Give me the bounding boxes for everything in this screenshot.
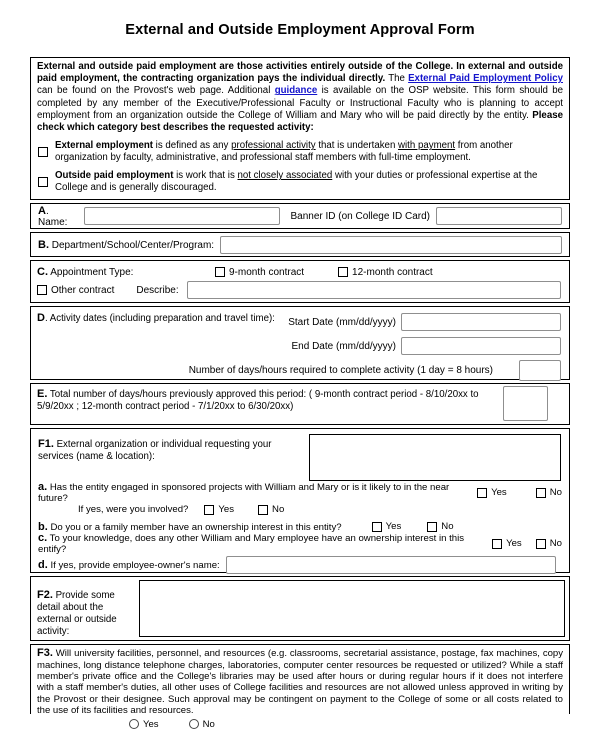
twelve-month-contract-option	[338, 267, 433, 278]
question-a-yes-checkbox[interactable]	[477, 488, 487, 498]
f2-label: F2. Provide some detail about the external or outside activity:	[37, 589, 117, 638]
page-title: External and Outside Employment Approval Form	[125, 22, 475, 38]
other-contract-checkbox[interactable]	[37, 285, 47, 295]
section-d-activity-dates	[30, 306, 570, 380]
start-date-input[interactable]	[401, 313, 561, 331]
external-employment-checkbox[interactable]	[38, 147, 48, 157]
banner-id-label: Banner ID (on College ID Card)	[290, 210, 430, 222]
activity-dates-label: D. Activity dates (including preparation and travel time):	[37, 312, 275, 325]
f3-no-option: No	[189, 719, 215, 730]
activity-detail-box[interactable]	[139, 580, 565, 637]
question-d-row	[38, 554, 562, 576]
intro-seg-the: The	[385, 73, 409, 85]
question-c-yes-checkbox[interactable]	[492, 539, 502, 549]
start-date-label: Start Date (mm/dd/yyyy)	[288, 316, 396, 328]
question-a-yes: Yes	[477, 487, 507, 498]
days-hours-line	[37, 360, 561, 381]
question-c-text: c. To your knowledge, does any other William and Mary employee have an ownership interest in this entify?	[38, 532, 465, 556]
question-c-no-checkbox[interactable]	[536, 539, 546, 549]
name-input[interactable]	[84, 207, 280, 225]
category-outside-paid-employment	[37, 170, 563, 194]
question-a-no-checkbox[interactable]	[536, 488, 546, 498]
other-contract-option	[37, 285, 114, 296]
end-date-line	[37, 335, 561, 357]
intro-bold-lead: External and outside paid employment are those activities entirely outside of the College. In external and outside paid employment, the contracting organization pays the individual directly.	[37, 61, 563, 85]
section-b-department	[30, 232, 570, 257]
f3-yes-radio[interactable]	[129, 719, 139, 729]
twelve-month-contract-label: 12-month contract	[352, 266, 433, 278]
question-c-yes: Yes	[492, 538, 522, 549]
nine-month-contract-checkbox[interactable]	[215, 267, 225, 277]
question-a-followup-no: No	[258, 504, 284, 515]
f3-radio-group	[129, 719, 563, 730]
employee-owner-name-input[interactable]	[226, 556, 556, 574]
question-b-yes: Yes	[372, 521, 402, 532]
days-hours-label: Number of days/hours required to complete activity (1 day = 8 hours)	[188, 365, 493, 377]
intro-section	[30, 57, 570, 200]
nine-month-contract-option	[215, 267, 304, 278]
end-date-label: End Date (mm/dd/yyyy)	[291, 340, 396, 352]
department-label: B. Department/School/Center/Program:	[38, 238, 215, 251]
question-a-followup-text: If yes, were you involved?	[78, 504, 189, 516]
other-contract-line	[37, 282, 563, 298]
question-d-text: d. If yes, provide employee-owner's name:	[38, 559, 220, 572]
external-paid-employment-policy-link[interactable]: External Paid Employment Policy	[408, 73, 563, 85]
question-b-yes-checkbox[interactable]	[372, 522, 382, 532]
external-employment-label: External employment	[55, 140, 153, 152]
f1-questions	[38, 481, 562, 576]
intro-bold-tail: Please check which category best describes the requested activity:	[37, 109, 563, 134]
section-a-name	[30, 203, 570, 229]
question-b-no-checkbox[interactable]	[427, 522, 437, 532]
f3-text: F3. Will university facilities, personnel, and resources (e.g. classrooms, secretarial assistance, postage, fax machines, copy machines, long distance telephone charges, laboratories, computer center resources be requested or utilized? While a staff member's private office and the College's libraries may be used after hours or during regular hours if it does not interfere with a staff member's duties, all other uses of College facilities and resources are not allowed unless approved in writing by the Provost or their designee. Such approval may be contingent on payment to the College of some or all costs related to the use of its facilities and resources.	[37, 647, 563, 717]
banner-id-input[interactable]	[436, 207, 562, 225]
section-e-previous-approved	[30, 383, 570, 425]
question-a-followup-yes: Yes	[204, 504, 234, 515]
name-label: A. Name:	[38, 204, 68, 228]
previous-approved-input[interactable]	[503, 386, 548, 421]
question-b-text: b. Do you or a family member have an ownership interest in this entity?	[38, 520, 342, 533]
question-a-text: a. Has the entity engaged in sponsored projects with William and Mary or is it likely to in the near future?	[38, 481, 450, 505]
describe-input[interactable]	[187, 281, 561, 299]
question-a-followup-yes-checkbox[interactable]	[204, 505, 214, 515]
question-c-no: No	[536, 538, 562, 549]
previous-approved-text: E. Total number of days/hours previously approved this period: ( 9-month contract period - 8/10/20xx to 5/9/20xx ; 12-month contract period - 7/1/20xx to 6/30/20xx)	[37, 388, 479, 413]
department-input[interactable]	[220, 236, 562, 254]
question-a-followup-no-checkbox[interactable]	[258, 505, 268, 515]
outside-paid-employment-text: Outside paid employment is work that is not closely associated with your duties or professional expertise at the College and is generally discouraged.	[55, 170, 538, 194]
question-b-no: No	[427, 521, 453, 532]
f3-no-radio[interactable]	[189, 719, 199, 729]
category-external-employment	[37, 140, 563, 164]
twelve-month-contract-checkbox[interactable]	[338, 267, 348, 277]
nine-month-contract-label: 9-month contract	[229, 266, 305, 278]
guidance-link[interactable]: guidance	[274, 85, 318, 97]
intro-seg-mid: can be found on the Provost's web page. Additional	[37, 85, 275, 97]
describe-label: Describe:	[136, 284, 179, 296]
appointment-type-line	[37, 264, 563, 280]
intro-seg-tail: is available on the OSP website. This form should be completed by any member of the Executive/Professional Faculty or Instructional Faculty who is planning to accept employment from an organization outside the College of William and Mary who will be paid directly by the entity.	[37, 85, 563, 121]
section-f1-external-organization	[30, 428, 570, 573]
question-a-row	[38, 481, 562, 505]
outside-paid-employment-label: Outside paid employment	[55, 170, 174, 182]
intro-paragraph	[37, 61, 563, 134]
question-a-no: No	[536, 487, 562, 498]
other-contract-label: Other contract	[51, 284, 115, 296]
days-hours-input[interactable]	[519, 360, 561, 381]
organization-name-location-box[interactable]	[309, 434, 561, 481]
f3-yes-option: Yes	[129, 719, 159, 730]
question-c-row	[38, 532, 562, 556]
section-c-appointment-type	[30, 260, 570, 303]
appointment-type-label: C. Appointment Type:	[37, 266, 134, 279]
employment-approval-form	[30, 57, 570, 730]
f1-label: F1. External organization or individual requesting your services (name & location):	[38, 438, 272, 463]
external-employment-text: External employment is defined as any professional activity that is undertaken with payment from another organization by faculty, administrative, and professional staff members with full-time employment.	[55, 140, 513, 164]
section-f2-activity-detail	[30, 576, 570, 641]
section-f3-facilities	[30, 644, 570, 730]
outside-paid-employment-checkbox[interactable]	[38, 177, 48, 187]
end-date-input[interactable]	[401, 337, 561, 355]
